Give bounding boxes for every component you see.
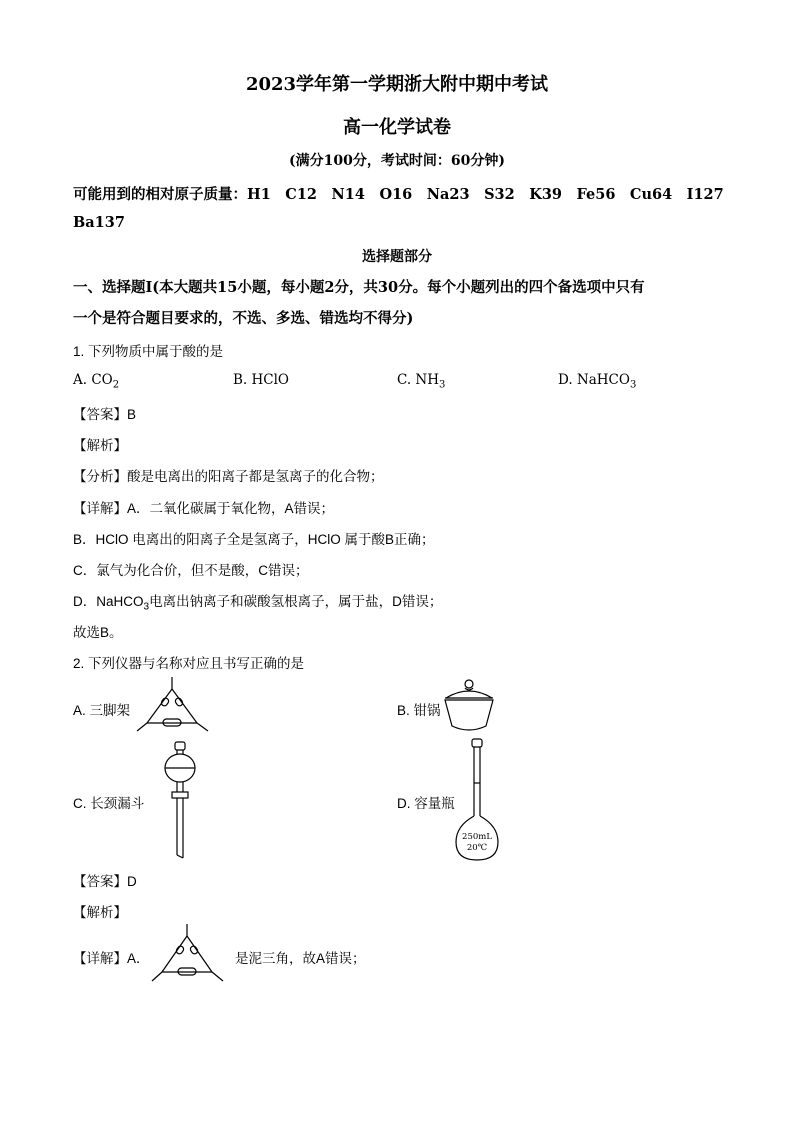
clay-triangle-image — [135, 675, 210, 735]
q1-option-d-text: D. NaHCO — [558, 372, 630, 388]
q1-detail-4-post: 电离出钠离子和碳酸氢根离子，属于盐，D错误； — [149, 594, 443, 609]
q2-analysis-label: 【解析】 — [73, 905, 127, 920]
section-title: 选择题部分 — [362, 249, 432, 265]
q1-detail-4 — [73, 590, 442, 613]
q2-option-d: D. 容量瓶 — [397, 796, 455, 811]
q1-option-c-text: C. NH — [397, 372, 440, 388]
q1-detail-4-pre: D．NaHCO — [73, 594, 144, 609]
q2-answer — [73, 870, 137, 890]
atomic-masses-line1: 可能用到的相对原子质量：H1 C12 N14 O16 Na23 S32 K39 Fe56 Cu64 I127 — [73, 186, 724, 203]
q1-detail-4-sub: 3 — [143, 601, 150, 613]
crucible-image — [442, 678, 497, 736]
volumetric-flask-image — [452, 738, 502, 863]
q1-answer-label: 【答案】 — [73, 407, 127, 422]
q1-conclusion: 故选B。 — [73, 625, 123, 640]
q1-option-a — [73, 372, 119, 391]
q2-answer-value: D — [127, 874, 137, 889]
q2-option-b: B. 钳锅 — [397, 703, 441, 718]
q1-answer-value: B — [127, 407, 137, 422]
q1-answer — [73, 403, 136, 423]
q1-option-a-text: A. CO — [73, 372, 113, 388]
q1-option-c-sub: 3 — [439, 379, 446, 391]
exam-info: (满分100分，考试时间：60分钟) — [289, 153, 505, 169]
q1-fenxi: 【分析】酸是电离出的阳离子都是氢离子的化合物； — [73, 469, 384, 484]
q1-option-b: B. HClO — [233, 372, 289, 388]
exam-title: 2023学年第一学期浙大附中期中考试 — [245, 74, 549, 95]
q1-option-d-sub: 3 — [629, 379, 637, 391]
q1-stem: 1. 下列物质中属于酸的是 — [73, 344, 224, 359]
q1-detail-2: B．HClO 电离出的阳离子全是氢离子，HClO 属于酸B正确； — [73, 532, 435, 547]
q2-detail-post: 是泥三角，故A错误； — [235, 951, 366, 966]
q2-detail-pre: 【详解】A． — [73, 951, 150, 966]
exam-subtitle: 高一化学试卷 — [343, 117, 451, 138]
q1-option-c — [397, 372, 445, 391]
atomic-masses-line2: Ba137 — [73, 214, 125, 231]
q1-detail-1: 【详解】A．二氧化碳属于氧化物，A错误； — [73, 501, 335, 516]
clay-triangle-explanation-image — [150, 922, 225, 984]
q1-option-a-sub: 2 — [112, 379, 120, 391]
q2-option-a: A. 三脚架 — [73, 703, 131, 718]
separatory-funnel-image — [160, 740, 200, 860]
q2-stem: 2. 下列仪器与名称对应且书写正确的是 — [73, 656, 305, 671]
flask-volume-label: 250mL — [462, 832, 492, 842]
flask-temp-label: 20℃ — [466, 843, 488, 853]
section-instructions-1: 一、选择题Ⅰ(本大题共15小题，每小题2分，共30分。每个小题列出的四个备选项中只有 — [73, 279, 645, 296]
q1-detail-3: C．氯气为化合价，但不是酸，C错误； — [73, 563, 309, 578]
section-instructions-2: 一个是符合题目要求的，不选、多选、错选均不得分) — [73, 310, 414, 327]
q2-option-c: C. 长颈漏斗 — [73, 796, 145, 811]
q2-answer-label: 【答案】 — [73, 874, 127, 889]
q1-option-d — [558, 372, 636, 391]
q1-analysis-label: 【解析】 — [73, 438, 127, 453]
